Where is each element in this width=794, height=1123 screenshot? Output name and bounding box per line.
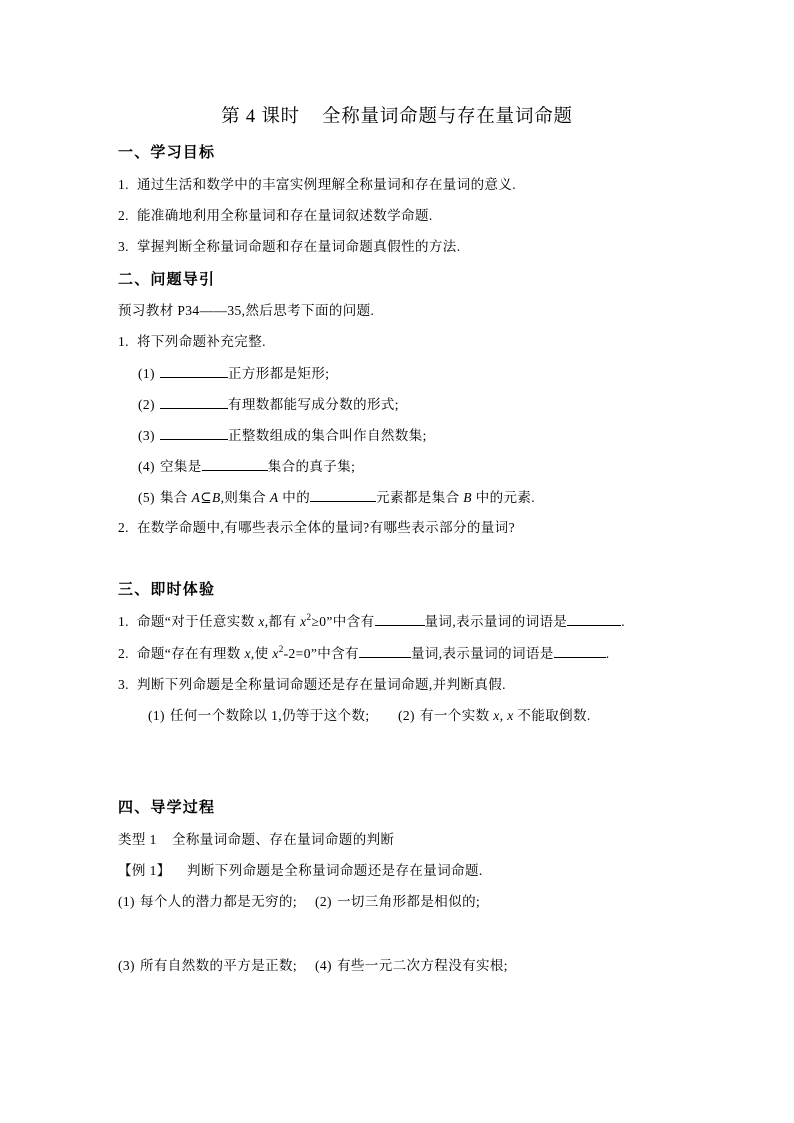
fill-item [138,456,355,477]
item-text: 所有自然数的平方是正数; [140,958,298,973]
item-number: 3. [118,239,129,254]
variable: x [507,708,514,723]
variable: x [300,614,307,629]
variable: A [191,490,201,505]
text-segment: -2=0”中含有 [283,646,359,661]
text-segment: . [621,614,626,629]
section-heading-process: 四、导学过程 [118,800,216,816]
section-heading-guide: 二、问题导引 [118,272,216,288]
answer-blank [375,611,425,626]
item-text: 有些一元二次方程没有实根; [337,958,508,973]
text-segment: ≥0”中含有 [311,614,375,629]
item-number: 1. [118,177,129,192]
fill-item [138,487,535,508]
section-heading-practice: 三、即时体验 [118,582,216,598]
sub-item [398,706,591,726]
item-number: (1) [138,366,155,381]
variable: A [269,490,279,505]
item-number: (2) [398,708,415,723]
item-number: 2. [118,520,129,535]
text-segment: 元素都是集合 [376,490,464,505]
page-title [0,105,794,129]
item-number: 1. [118,614,129,629]
variable: B [463,490,472,505]
text-segment: 有一个实数 [420,708,494,723]
lesson-number: 第 4 课时 [221,107,300,127]
item-number: (2) [138,397,155,412]
variable: x [244,646,251,661]
answer-blank [160,363,228,378]
text-segment: 命题“对于任意实数 [137,614,259,629]
text-segment: , [499,708,508,723]
variable: x [258,614,265,629]
item-number: (1) [118,894,135,909]
sub-item [148,706,370,726]
item-number: 2. [118,646,129,661]
variable: B [211,490,221,505]
lesson-topic: 全称量词命题与存在量词命题 [321,107,573,127]
fill-item [138,363,329,384]
text-segment: 命题“存在有理数 [137,646,245,661]
type-heading [118,830,394,850]
text-segment: 量词,表示量词的词语是 [424,614,568,629]
text-segment: 中的元素. [471,490,536,505]
answer-blank [554,643,606,658]
question-item [118,518,515,538]
example-text: 判断下列命题是全称量词命题还是存在量词命题. [187,863,483,878]
variable: x [493,708,500,723]
text-segment: 中的 [278,490,311,505]
objective-item [118,175,516,195]
text-segment: ,使 [250,646,273,661]
item-text: 掌握判断全称量词命题和存在量词命题真假性的方法. [137,239,461,254]
item-number: (5) [138,490,155,505]
item-number: (4) [315,958,332,973]
proposition-item [315,956,508,976]
text-segment: 集合 [160,490,192,505]
item-text: 在数学命题中,有哪些表示全体的量词?有哪些表示部分的量词? [137,520,515,535]
subset-symbol: ⊆ [200,490,212,505]
practice-item [118,675,506,695]
item-text-before: 空集是 [160,459,202,474]
item-number: (3) [118,958,135,973]
text-segment: 量词,表示量词的词语是 [410,646,554,661]
answer-blank [567,611,621,626]
item-number: 1. [118,334,129,349]
item-number: (2) [315,894,332,909]
practice-item [118,611,625,632]
proposition-item [315,892,480,912]
item-text: 每个人的潜力都是无穷的; [140,894,298,909]
exponent: 2 [278,644,284,654]
item-text: 一切三角形都是相似的; [337,894,481,909]
type-label: 类型 1 [118,832,157,847]
item-text: 有理数都能写成分数的形式; [228,397,399,412]
item-number: 2. [118,208,129,223]
text-segment: . [605,646,610,661]
section-heading-objectives: 一、学习目标 [118,145,216,161]
guide-intro: 预习教材 P34——35,然后思考下面的问题. [118,303,375,318]
item-text-after: 集合的真子集; [267,459,356,474]
item-number: (1) [148,708,165,723]
example-label: 【例 1】 [118,863,171,878]
item-text: 判断下列命题是全称量词命题还是存在量词命题,并判断真假. [137,677,506,692]
item-number: (4) [138,459,155,474]
objective-item [118,206,433,226]
answer-blank [359,643,411,658]
example-heading [118,861,483,881]
item-text: 正方形都是矩形; [228,366,330,381]
objective-item [118,237,460,257]
type-text: 全称量词命题、存在量词命题的判断 [172,832,395,847]
fill-item [138,425,427,446]
item-text: 将下列命题补充完整. [137,334,266,349]
item-number: 3. [118,677,129,692]
answer-blank [160,425,228,440]
question-item [118,332,266,352]
proposition-item [118,956,297,976]
answer-blank [160,394,228,409]
item-number: (3) [138,428,155,443]
variable: x [272,646,279,661]
proposition-item [118,892,297,912]
text-segment: ,则集合 [220,490,270,505]
item-text: 任何一个数除以 1,仍等于这个数; [170,708,370,723]
item-text: 正整数组成的集合叫作自然数集; [228,428,427,443]
item-text: 通过生活和数学中的丰富实例理解全称量词和存在量词的意义. [137,177,517,192]
item-text: 能准确地利用全称量词和存在量词叙述数学命题. [137,208,433,223]
answer-blank [310,487,376,502]
text-segment: 不能取倒数. [513,708,591,723]
exponent: 2 [306,612,312,622]
fill-item [138,394,399,415]
answer-blank [202,456,268,471]
text-segment: ,都有 [264,614,301,629]
practice-item [118,643,610,664]
